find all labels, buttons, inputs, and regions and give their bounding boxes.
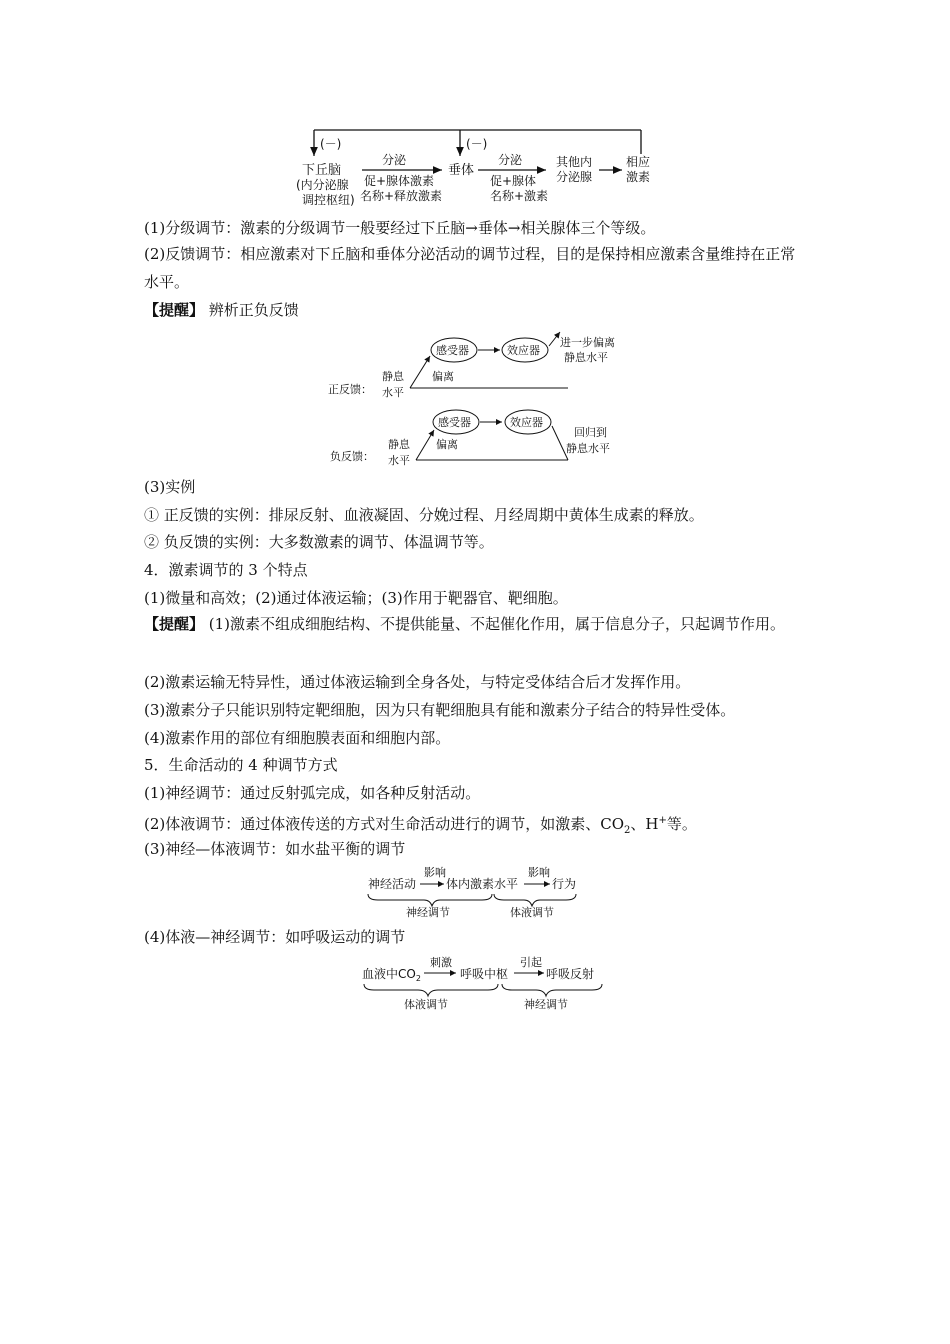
target-hormone-label-1: 相应 <box>626 155 651 169</box>
deviate-label-1: 偏离 <box>432 370 454 383</box>
rest-level-1b: 水平 <box>382 386 404 399</box>
tip-text-2: (1)激素不组成细胞结构、不提供能量、不起催化作用，属于信息分子，只起调节作用。 <box>204 615 786 633</box>
secrete-label-2: 分泌 <box>498 153 523 167</box>
other-gland-label-2: 分泌腺 <box>556 170 593 184</box>
paragraph-examples: (3)实例 <box>144 478 196 496</box>
brace-neural-label-2: 神经调节 <box>524 998 568 1011</box>
target-hormone-label-2: 激素 <box>626 170 651 184</box>
receptor-label-1: 感受器 <box>436 344 469 357</box>
humoral-neuro-diagram <box>360 952 610 1014</box>
hormone-label-1a: 促+腺体激素 <box>364 174 435 188</box>
hypothalamus-label: 下丘脑 <box>302 163 342 178</box>
influence-label-2: 影响 <box>528 866 550 879</box>
brace-neural-label: 神经调节 <box>406 906 450 919</box>
heading-section-4: 4．激素调节的 3 个特点 <box>144 561 308 579</box>
paragraph-negative-examples: ② 负反馈的实例：大多数激素的调节、体温调节等。 <box>144 533 494 551</box>
respiratory-center-label: 呼吸中枢 <box>460 967 509 981</box>
brace-humoral-label: 体液调节 <box>510 906 554 919</box>
pituitary-label: 垂体 <box>448 163 475 178</box>
rest-level-2a: 静息 <box>388 438 410 451</box>
behavior-label: 行为 <box>552 877 577 891</box>
receptor-label-2: 感受器 <box>438 416 471 429</box>
hierarchy-diagram <box>296 126 666 212</box>
further-deviate-label-1: 进一步偏离 <box>560 336 615 349</box>
stimulate-label: 刺激 <box>430 956 452 969</box>
blood-co2-label: 血液中$CO_2$ <box>362 967 421 983</box>
paragraph-action-site: (4)激素作用的部位有细胞膜表面和细胞内部。 <box>144 729 451 747</box>
negative-feedback-label: 负反馈： <box>330 450 374 463</box>
feedback-diagram <box>326 330 626 470</box>
paragraph-transport: (2)激素运输无特异性，通过体液运输到全身各处，与特定受体结合后才发挥作用。 <box>144 673 691 691</box>
hypothalamus-note-2: 调控枢纽) <box>302 193 355 207</box>
paragraph-humoral-regulation: (2)体液调节：通过体液传送的方式对生命活动进行的调节，如激素、$CO_2$、H+等。 <box>144 815 697 836</box>
hormone-label-2a: 促+腺体 <box>490 174 537 188</box>
paragraph-neuro-humoral: (3)神经—体液调节：如水盐平衡的调节 <box>144 840 406 858</box>
influence-label-1: 影响 <box>424 866 446 879</box>
tip-tag: 【提醒】 <box>144 301 205 319</box>
negative-sign-2: (－) <box>466 137 488 151</box>
paragraph-three-features: (1)微量和高效；(2)通过体液运输；(3)作用于靶器官、靶细胞。 <box>144 589 568 607</box>
tip-positive-negative <box>144 300 299 320</box>
rest-level-2b: 水平 <box>388 454 410 467</box>
heading-section-5: 5．生命活动的 4 种调节方式 <box>144 756 338 774</box>
neural-activity-label: 神经活动 <box>368 877 417 891</box>
rest-level-1a: 静息 <box>382 370 404 383</box>
hormone-level-label: 体内激素水平 <box>446 877 519 891</box>
paragraph-target-cell: (3)激素分子只能识别特定靶细胞，因为只有靶细胞具有能和激素分子结合的特异性受体。 <box>144 701 736 719</box>
hypothalamus-note-1: (内分泌腺 <box>296 178 349 192</box>
paragraph-positive-examples: ① 正反馈的实例：排尿反射、血液凝固、分娩过程、月经周期中黄体生成素的释放。 <box>144 506 704 524</box>
negative-sign-1: (－) <box>320 137 342 151</box>
cause-label: 引起 <box>520 956 542 969</box>
return-label-1: 回归到 <box>574 426 607 439</box>
paragraph-hierarchy: (1)分级调节：激素的分级调节一般要经过下丘脑→垂体→相关腺体三个等级。 <box>144 219 656 237</box>
tip-tag-2: 【提醒】 <box>144 615 205 633</box>
paragraph-feedback: (2)反馈调节：相应激素对下丘脑和垂体分泌活动的调节过程，目的是保持相应激素含量维持在正常水平。 <box>144 245 796 291</box>
return-label-2: 静息水平 <box>566 442 610 455</box>
effector-label-1: 效应器 <box>507 344 540 357</box>
deviate-label-2: 偏离 <box>436 438 458 451</box>
further-deviate-label-2: 静息水平 <box>564 351 608 364</box>
hormone-label-1b: 名称+释放激素 <box>360 189 443 203</box>
positive-feedback-label: 正反馈： <box>328 383 372 396</box>
neuro-humoral-diagram <box>364 864 594 920</box>
paragraph-neural-regulation: (1)神经调节：通过反射弧完成，如各种反射活动。 <box>144 784 481 802</box>
tip-text: 辨析正负反馈 <box>204 301 299 319</box>
secrete-label-1: 分泌 <box>382 153 407 167</box>
respiratory-reflex-label: 呼吸反射 <box>546 967 595 981</box>
effector-label-2: 效应器 <box>510 416 543 429</box>
paragraph-humoral-neuro: (4)体液—神经调节：如呼吸运动的调节 <box>144 928 406 946</box>
tip-hormone-notes <box>144 610 808 638</box>
other-gland-label-1: 其他内 <box>556 155 593 169</box>
brace-humoral-label-2: 体液调节 <box>404 998 448 1011</box>
hormone-label-2b: 名称+激素 <box>490 189 549 203</box>
